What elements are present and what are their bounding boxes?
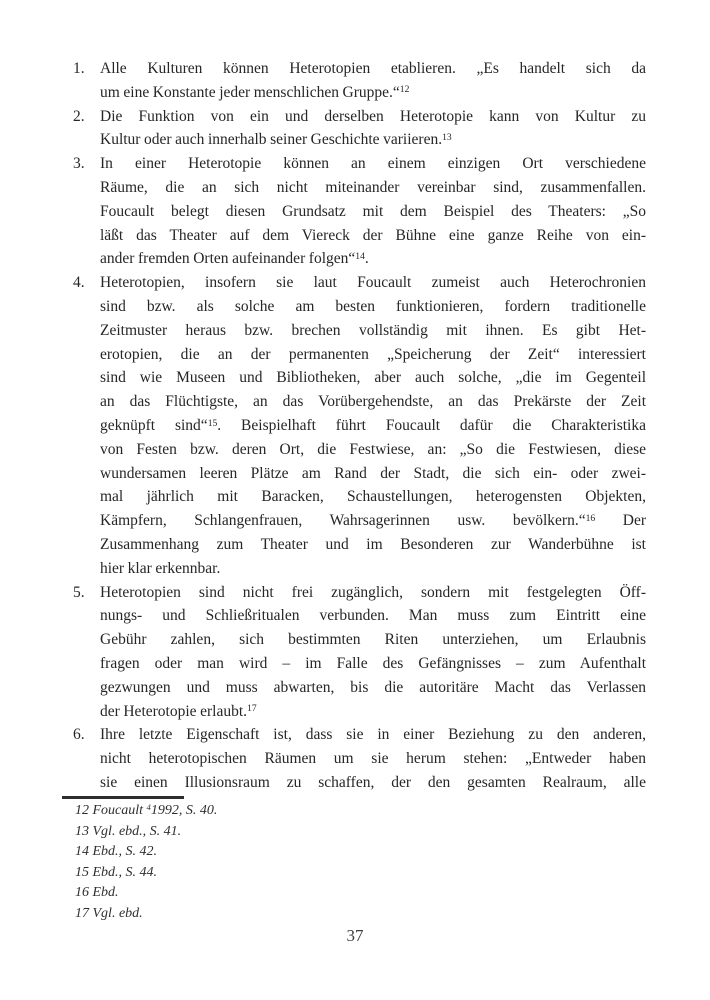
text-line: ander fremden Orten aufeinander folgen“$^{14}$. — [100, 250, 369, 268]
text-line: Kämpfern, Schlangenfrauen, Wahrsagerinnen usw. bevölkern.“$^{16}$ Der — [100, 512, 647, 530]
text-line: geknüpft sind“$^{15}$. Beispielhaft führt Foucault dafür die Charakteristika — [100, 416, 646, 434]
list-item-text — [100, 105, 646, 153]
text-line: Kultur oder auch innerhalb seiner Geschichte variieren.$^{13}$ — [100, 131, 452, 149]
text-line: nicht heterotopischen Räumen um sie herum stehen: „Entweder haben — [100, 750, 646, 768]
text-line: gezwungen und muss abwarten, bis die autoritäre Macht das Verlassen — [100, 678, 646, 696]
list-item — [73, 271, 646, 580]
list-item — [73, 152, 646, 271]
list-item-text — [100, 581, 646, 724]
text-line: Zusammenhang zum Theater und im Besonderen zur Wanderbühne ist — [100, 535, 646, 553]
list-item — [73, 723, 646, 794]
text-line: läßt das Theater auf dem Viereck der Bühne eine ganze Reihe von ein- — [100, 226, 646, 244]
list-item-text — [100, 723, 646, 794]
footnote: 13 Vgl. ebd., S. 41. — [75, 823, 182, 839]
footnote: 17 Vgl. ebd. — [75, 905, 143, 921]
text-line: sind bzw. als solche am besten funktionieren, fordern traditionelle — [100, 297, 646, 315]
list-item-text — [100, 271, 646, 580]
text-line: Foucault belegt diesen Grundsatz mit dem Beispiel des Theaters: „So — [100, 202, 646, 220]
list-item-number: 4. — [73, 274, 85, 292]
text-line: erotopien, die an der permanenten „Speicherung der Zeit“ interessiert — [100, 345, 646, 363]
list-item-number: 5. — [73, 583, 85, 601]
text-line: Räume, die an sich nicht miteinander vereinbar sind, zusammenfallen. — [100, 178, 646, 196]
list-item-number: 2. — [73, 107, 85, 125]
text-line: der Heterotopie erlaubt.$^{17}$ — [100, 702, 257, 720]
text-line: Die Funktion von ein und derselben Heterotopie kann von Kultur zu — [100, 107, 646, 125]
page-number: 37 — [346, 926, 364, 945]
footnote: 12 Foucault $^4$1992, S. 40. — [75, 802, 218, 818]
text-line: In einer Heterotopie können an einem einzigen Ort verschiedene — [100, 155, 646, 173]
text-line: Zeitmuster heraus bzw. brechen vollständig mit ihnen. Es gibt Het- — [100, 321, 646, 339]
text-line: Heterotopien sind nicht frei zugänglich, sondern mit festgelegten Öff- — [100, 583, 646, 601]
text-line: nungs- und Schließritualen verbunden. Man muss zum Eintritt eine — [100, 607, 646, 625]
list-item-text — [100, 152, 646, 271]
text-line: Gebühr zahlen, sich bestimmten Riten unterziehen, um Erlaubnis — [100, 631, 646, 649]
text-line: Ihre letzte Eigenschaft ist, dass sie in einer Beziehung zu den anderen, — [100, 726, 646, 744]
footnotes — [75, 801, 495, 925]
text-line: um eine Konstante jeder menschlichen Gruppe.“$^{12}$ — [100, 83, 410, 101]
list-item — [73, 581, 646, 724]
list-item-number: 1. — [73, 60, 85, 77]
list-item-text — [100, 57, 646, 105]
footnote-separator — [62, 796, 184, 799]
text-line: mal jährlich mit Baracken, Schaustellungen, heterogensten Objekten, — [100, 488, 646, 506]
text-line: sind wie Museen und Bibliotheken, aber auch solche, „die im Gegenteil — [100, 369, 646, 387]
text-line: wundersamen leeren Plätze am Rand der Stadt, die sich ein- oder zwei- — [100, 464, 646, 482]
text-line: an das Flüchtigste, an das Vorübergehendste, an das Prekärste der Zeit — [100, 393, 646, 411]
footnote: 16 Ebd. — [75, 885, 119, 901]
list-item — [73, 105, 646, 153]
list-item — [73, 57, 646, 105]
numbered-list — [73, 57, 646, 795]
list-item-number: 6. — [73, 726, 85, 744]
footnote: 14 Ebd., S. 42. — [75, 844, 158, 860]
text-line: Heterotopien, insofern sie laut Foucault zumeist auch Heterochronien — [100, 274, 646, 292]
text-line: sie einen Illusionsraum zu schaffen, der den gesamten Realraum, alle — [100, 773, 646, 791]
text-line: Alle Kulturen können Heterotopien etablieren. „Es handelt sich da — [100, 60, 646, 77]
text-line: hier klar erkennbar. — [100, 559, 221, 577]
text-line: fragen oder man wird – im Falle des Gefängnisses – zum Aufenthalt — [100, 654, 646, 672]
footnote: 15 Ebd., S. 44. — [75, 864, 158, 880]
text-line: von Festen bzw. deren Ort, die Festwiese, an: „So die Festwiesen, diese — [100, 440, 646, 458]
list-item-number: 3. — [73, 155, 85, 173]
